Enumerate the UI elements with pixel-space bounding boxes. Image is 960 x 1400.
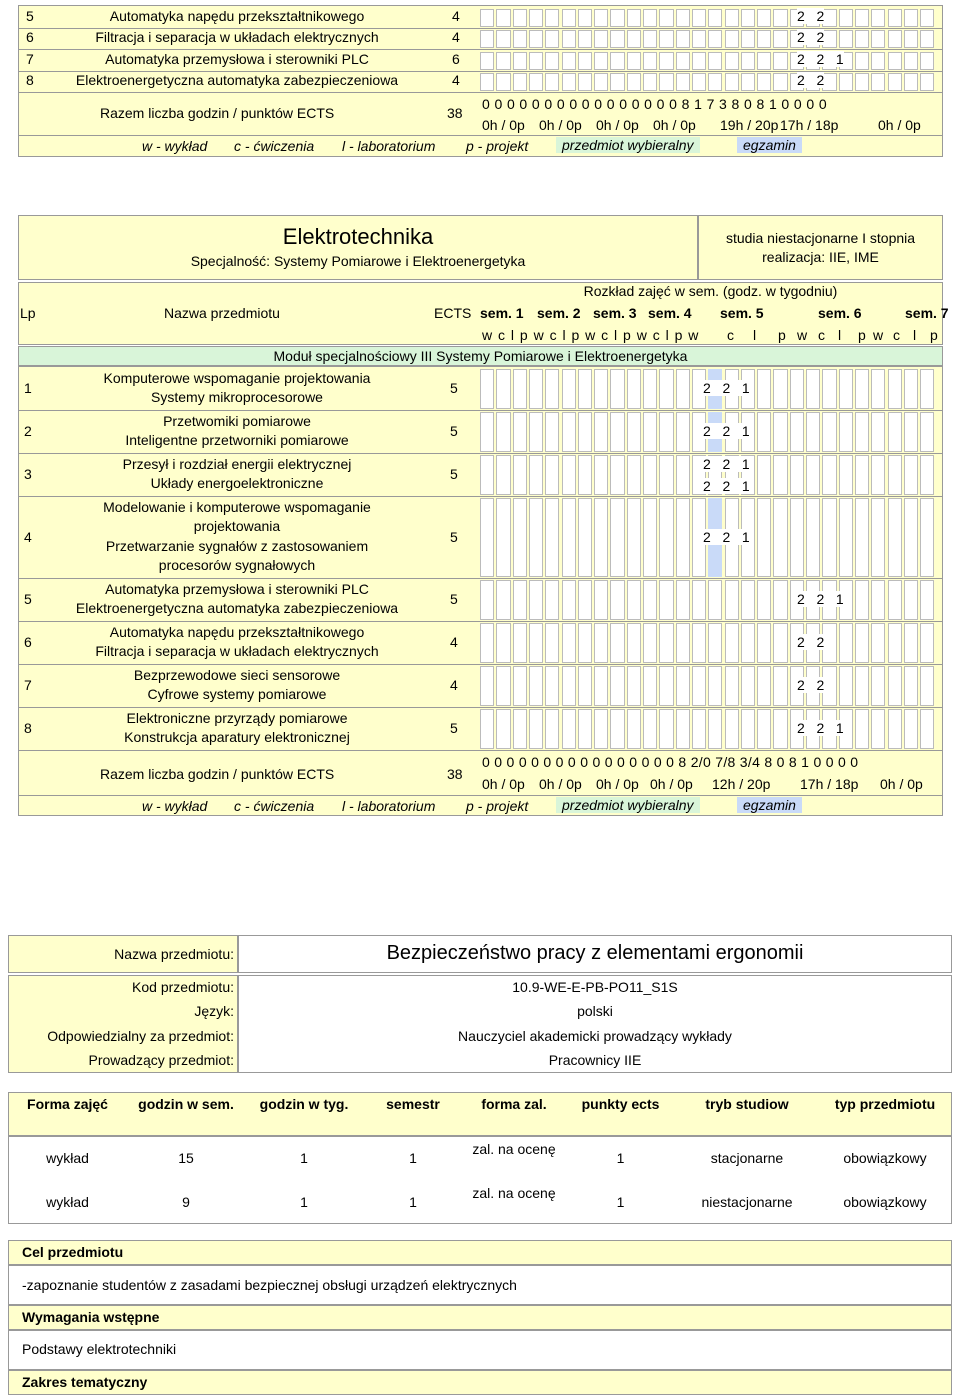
top-row-ects: 4 — [452, 8, 460, 24]
course-lead-label: Prowadzący przedmiot: — [88, 1052, 234, 1068]
scope-title: Zakres tematyczny — [22, 1374, 148, 1390]
top-row-grid-cell — [545, 30, 559, 48]
top-row-lp: 5 — [26, 8, 34, 24]
legend-elective: przedmiot wybieralny — [556, 137, 700, 153]
classes-cell: stacjonarne — [710, 1150, 784, 1166]
classes-cell: 9 — [182, 1194, 190, 1210]
classes-header: forma zal. — [481, 1096, 547, 1112]
classes-header: tryb studiow — [705, 1096, 789, 1112]
prog-total-hours: 0h / 0p — [650, 776, 693, 792]
top-row-grid-cell — [610, 30, 624, 48]
top-row-grid-cell — [855, 9, 869, 27]
prog-row-lp: 1 — [24, 380, 32, 396]
top-row-grid-cell — [594, 30, 608, 48]
top-row-grid-cell — [839, 73, 853, 91]
prog-row-name: Cyfrowe systemy pomiarowe — [147, 686, 327, 702]
prog-total-hours: 0h / 0p — [596, 776, 639, 792]
prog-row-ects: 5 — [450, 720, 458, 736]
classes-cell: obowiązkowy — [843, 1150, 927, 1166]
prog-row-lp: 4 — [24, 528, 32, 545]
goal-title: Cel przedmiotu — [22, 1244, 124, 1260]
top-row-grid-cell — [757, 73, 771, 91]
top-row-grid-cell — [773, 30, 787, 48]
legend2-cwiczenia: c - ćwiczenia — [234, 798, 315, 814]
top-row-grid-cell — [643, 9, 657, 27]
prog-total-hours: 0h / 0p — [482, 776, 525, 792]
top-row-grid-cell — [888, 52, 902, 70]
wclp-letter: p — [778, 327, 786, 343]
prog-row-ects: 5 — [450, 380, 458, 396]
top-row-grid-cell — [904, 9, 918, 27]
top-row-divider — [18, 49, 943, 50]
semester-header: sem. 2 — [537, 305, 581, 321]
prog-row-vals: 2 2 1 — [797, 720, 844, 736]
top-row-grid-cell — [757, 9, 771, 27]
prog-total-hours: 17h / 18p — [800, 776, 859, 792]
top-row-grid-cell — [822, 30, 836, 48]
top-total-hours: 0h / 0p — [482, 117, 525, 133]
course-name-value: Bezpieczeństwo pracy z elementami ergonomii — [386, 942, 804, 964]
prog-total-hours: 0h / 0p — [539, 776, 582, 792]
top-row-grid-cell — [904, 73, 918, 91]
prog-row-vals: 2 2 1 — [703, 423, 750, 439]
classes-cell: 1 — [409, 1194, 417, 1210]
top-row-grid-cell — [529, 30, 543, 48]
top-row-grid-cell — [643, 73, 657, 91]
top-row-grid-cell — [480, 30, 494, 48]
wclp-letter: l — [913, 327, 917, 343]
prog-row-ects: 5 — [450, 466, 458, 482]
top-row-grid-cell — [578, 73, 592, 91]
top-row-grid-cell — [659, 9, 673, 27]
top-row-grid-cell — [610, 52, 624, 70]
wclp-letters: w c l p w c l p w c l p w c l p w — [482, 327, 700, 343]
wclp-letter: w — [873, 327, 884, 343]
top-row-grid-cell — [741, 73, 755, 91]
top-row-grid-cell — [725, 9, 739, 27]
prog-row-lp: 7 — [24, 677, 32, 693]
top-row-grid-cell — [513, 73, 527, 91]
top-row-grid-cell — [708, 9, 722, 27]
legend-cwiczenia: c - ćwiczenia — [234, 138, 315, 154]
top-total-hours: 0h / 0p — [878, 117, 921, 133]
legend2-elective: przedmiot wybieralny — [556, 797, 700, 813]
prog-row-name: Przetwarzanie sygnałów z zastosowaniem — [105, 538, 369, 554]
top-row-grid-cell — [643, 30, 657, 48]
top-row-grid-cell — [741, 9, 755, 27]
legend2-exam: egzamin — [737, 797, 802, 813]
top-row-grid-cell — [708, 30, 722, 48]
top-total-hours: 0h / 0p — [653, 117, 696, 133]
top-row-grid-cell — [513, 9, 527, 27]
prog-row-name: Elektroenergetyczna automatyka zabezpieczeniowa — [75, 600, 399, 616]
top-row-grid-cell — [692, 9, 706, 27]
prog-row-name: projektowania — [193, 518, 281, 534]
classes-cell: zal. na ocenę — [472, 1141, 556, 1157]
top-row-grid-cell — [676, 73, 690, 91]
classes-header: typ przedmiotu — [834, 1096, 936, 1112]
prog-row-name: Komputerowe wspomaganie projektowania — [103, 370, 371, 386]
top-row-grid-cell — [480, 73, 494, 91]
top-row-grid-cell — [692, 52, 706, 70]
prog-row-name: Elektroniczne przyrządy pomiarowe — [126, 710, 348, 726]
wclp-letter: c — [818, 327, 825, 343]
semester-header: sem. 4 — [648, 305, 692, 321]
top-row-grid-cell — [741, 52, 755, 70]
top-row-grid-cell — [904, 30, 918, 48]
wclp-letter: c — [727, 327, 734, 343]
prog-row-lp: 2 — [24, 423, 32, 439]
top-row-grid-cell — [725, 52, 739, 70]
prog-row-name: Przesył i rozdział energii elektrycznej — [122, 456, 352, 472]
prog-row-name: Automatyka przemysłowa i sterowniki PLC — [105, 581, 369, 597]
course-lang-value: polski — [577, 1003, 613, 1019]
prog-row-vals: 2 2 1 — [797, 591, 844, 607]
study-mode-box — [698, 215, 943, 280]
top-row-name: Elektroenergetyczna automatyka zabezpieczeniowa — [75, 72, 399, 88]
top-row-grid-cell — [920, 30, 934, 48]
top-row-grid-cell — [757, 52, 771, 70]
top-row-grid-cell — [708, 73, 722, 91]
top-row-grid-cell — [594, 9, 608, 27]
top-row-grid-cell — [496, 52, 510, 70]
semester-header: sem. 1 — [480, 305, 524, 321]
wclp-letter: l — [838, 327, 842, 343]
prog-row-name: Układy energoelektroniczne — [150, 475, 324, 491]
top-row-grid-cell — [610, 9, 624, 27]
top-row-lp: 7 — [26, 51, 34, 67]
top-row-grid-cell — [545, 73, 559, 91]
prog-row-name: Inteligentne przetworniki pomiarowe — [125, 432, 349, 448]
scope-title-cell — [8, 1370, 952, 1395]
top-total-hours: 19h / 20p — [720, 117, 779, 133]
course-code-label: Kod przedmiotu: — [132, 979, 234, 995]
classes-cell: 15 — [178, 1150, 194, 1166]
top-row-grid-cell — [692, 30, 706, 48]
top-row-grid-cell — [725, 30, 739, 48]
prog-row-vals: 2 2 — [797, 634, 825, 650]
top-row-grid-cell — [562, 73, 576, 91]
top-row-ects: 4 — [452, 29, 460, 45]
top-row-grid-cell — [920, 9, 934, 27]
top-row-grid-cell — [529, 9, 543, 27]
course-lang-label: Język: — [194, 1003, 234, 1019]
prog-row-vals: 2 2 1 — [703, 478, 750, 494]
prog-total-divider — [18, 795, 943, 796]
top-row-grid-cell — [496, 30, 510, 48]
top-row-vals: 2 2 1 — [797, 51, 844, 67]
top-row-grid-cell — [676, 9, 690, 27]
course-resp-value: Nauczyciel akademicki prowadzący wykłady — [458, 1028, 732, 1044]
req-text: Podstawy elektrotechniki — [22, 1341, 177, 1357]
top-row-lp: 8 — [26, 72, 34, 88]
classes-header: godzin w tyg. — [259, 1096, 349, 1112]
prog-row-ects: 5 — [450, 528, 458, 545]
top-row-name: Automatyka napędu przekształtnikowego — [109, 8, 365, 24]
top-row-grid-cell — [888, 73, 902, 91]
top-total-hours: 0h / 0p — [596, 117, 639, 133]
top-row-grid-cell — [578, 9, 592, 27]
top-row-grid-cell — [855, 52, 869, 70]
top-row-grid-cell — [920, 52, 934, 70]
top-total-hours: 17h / 18p — [780, 117, 839, 133]
req-title: Wymagania wstępne — [22, 1309, 160, 1325]
prog-row-name: Modelowanie i komputerowe wspomaganie — [103, 499, 371, 515]
top-row-grid-cell — [496, 73, 510, 91]
top-row-grid-cell — [839, 9, 853, 27]
prog-total-label: Razem liczba godzin / punktów ECTS — [100, 766, 335, 782]
top-row-grid-cell — [659, 52, 673, 70]
top-row-grid-cell — [480, 9, 494, 27]
module-title: Moduł specjalnościowy III Systemy Pomiarowe i Elektroenergetyka — [273, 348, 688, 364]
top-total-hours: 0h / 0p — [539, 117, 582, 133]
classes-cell: zal. na ocenę — [472, 1185, 556, 1201]
top-row-vals: 2 2 — [797, 8, 825, 24]
classes-cell: 1 — [300, 1150, 308, 1166]
top-row-grid-cell — [578, 30, 592, 48]
legend2-projekt: p - projekt — [466, 798, 529, 814]
program-title: Elektrotechnika — [282, 224, 434, 249]
top-row-grid-cell — [725, 73, 739, 91]
top-row-vals: 2 2 — [797, 72, 825, 88]
semester-header: sem. 7 — [905, 305, 949, 321]
prog-row-vals: 2 2 1 — [703, 456, 750, 472]
prog-row-ects: 4 — [450, 677, 458, 693]
top-row-grid-cell — [529, 52, 543, 70]
prog-row-lp: 3 — [24, 466, 32, 482]
classes-cell: obowiązkowy — [843, 1194, 927, 1210]
legend-laboratorium: l - laboratorium — [342, 138, 436, 154]
top-row-grid-cell — [594, 52, 608, 70]
top-row-grid-cell — [676, 52, 690, 70]
prog-total-hours: 0h / 0p — [880, 776, 923, 792]
top-row-grid-cell — [627, 52, 641, 70]
goal-text: -zapoznanie studentów z zasadami bezpiecznej obsługi urządzeń elektrycznych — [22, 1277, 517, 1293]
top-row-grid-cell — [708, 52, 722, 70]
top-row-grid-cell — [741, 30, 755, 48]
top-total-digits: 0 0 0 0 0 0 0 0 0 0 0 0 0 0 0 0 8 1 7 3 8 0 8 1 0 0 0 0 — [482, 96, 828, 112]
prog-total-digits: 0 0 0 0 0 0 0 0 0 0 0 0 0 0 0 0 8 2/0 7/8 3/4 8 0 8 1 0 0 0 0 — [482, 754, 859, 770]
top-row-grid-cell — [855, 73, 869, 91]
classes-cell: wykład — [46, 1194, 89, 1210]
wclp-letter: w — [797, 327, 808, 343]
prog-row-vals: 2 2 — [797, 677, 825, 693]
top-row-grid-cell — [562, 52, 576, 70]
top-row-name: Filtracja i separacja w układach elektrycznych — [95, 29, 379, 45]
classes-header: semestr — [386, 1096, 440, 1112]
top-row-grid-cell — [773, 73, 787, 91]
top-row-grid-cell — [773, 52, 787, 70]
wclp-letter: l — [753, 327, 757, 343]
prog-row-name: Bezprzewodowe sieci sensorowe — [133, 667, 341, 683]
prog-row-name: Automatyka napędu przekształtnikowego — [109, 624, 365, 640]
top-total-ects: 38 — [447, 105, 463, 121]
col-ects: ECTS — [434, 305, 472, 321]
top-row-grid-cell — [692, 73, 706, 91]
legend-exam: egzamin — [737, 137, 802, 153]
prog-total-hours: 12h / 20p — [712, 776, 771, 792]
top-row-grid-cell — [627, 73, 641, 91]
course-name-label: Nazwa przedmiotu: — [114, 946, 234, 962]
classes-cell: 1 — [616, 1194, 625, 1210]
top-row-grid-cell — [513, 30, 527, 48]
prog-row-ects: 5 — [450, 423, 458, 439]
top-row-ects: 4 — [452, 72, 460, 88]
top-row-grid-cell — [562, 30, 576, 48]
top-total-divider — [18, 135, 943, 136]
legend2-laboratorium: l - laboratorium — [342, 798, 436, 814]
prog-row-lp: 8 — [24, 720, 32, 736]
classes-cell: niestacjonarne — [701, 1194, 793, 1210]
top-row-grid-cell — [496, 9, 510, 27]
classes-header: punkty ects — [581, 1096, 660, 1112]
col-name: Nazwa przedmiotu — [164, 305, 280, 321]
prog-total-ects: 38 — [447, 766, 463, 782]
top-row-grid-cell — [627, 30, 641, 48]
top-row-grid-cell — [839, 30, 853, 48]
classes-header: Forma zajęć — [27, 1096, 108, 1112]
classes-cell: wykład — [46, 1150, 89, 1166]
top-row-grid-cell — [871, 73, 885, 91]
top-row-grid-cell — [822, 9, 836, 27]
prog-row-name: Konstrukcja aparatury elektronicznej — [124, 729, 350, 745]
top-row-name: Automatyka przemysłowa i sterowniki PLC — [105, 51, 369, 67]
prog-row-lp: 6 — [24, 634, 32, 650]
top-row-grid-cell — [545, 52, 559, 70]
schedule-header: Rozkład zajęć w sem. (godz. w tygodniu) — [583, 283, 838, 299]
prog-row-name: Systemy mikroprocesorowe — [151, 389, 323, 405]
top-row-grid-cell — [562, 9, 576, 27]
top-total-label: Razem liczba godzin / punktów ECTS — [100, 105, 335, 121]
top-row-grid-cell — [773, 9, 787, 27]
classes-cell: 1 — [409, 1150, 417, 1166]
prog-row-ects: 4 — [450, 634, 458, 650]
prog-row-name: Filtracja i separacja w układach elektrycznych — [95, 643, 379, 659]
top-row-lp: 6 — [26, 29, 34, 45]
top-row-grid-cell — [627, 9, 641, 27]
top-row-ects: 6 — [452, 51, 460, 67]
study-mode: studia niestacjonarne I stopnia — [725, 230, 916, 246]
top-row-divider — [18, 92, 943, 93]
top-row-grid-cell — [888, 30, 902, 48]
top-row-grid-cell — [659, 30, 673, 48]
prog-row-vals: 2 2 1 — [703, 528, 750, 545]
semester-header: sem. 5 — [720, 305, 764, 321]
realization: realizacja: IIE, IME — [762, 249, 879, 265]
wclp-letter: p — [858, 327, 866, 343]
specialization — [18, 253, 698, 269]
wclp-letter: p — [930, 327, 938, 343]
spec-value: Systemy Pomiarowe i Elektroenergetyka — [273, 253, 526, 269]
top-row-grid-cell — [529, 73, 543, 91]
legend-wyklad: w - wykład — [142, 138, 208, 154]
semester-header: sem. 6 — [818, 305, 862, 321]
top-row-grid-cell — [545, 9, 559, 27]
top-row-grid-cell — [578, 52, 592, 70]
prog-row-name: Przetwomiki pomiarowe — [163, 413, 311, 429]
top-row-grid-cell — [480, 52, 494, 70]
prog-row-ects: 5 — [450, 591, 458, 607]
course-lead-value: Pracownicy IIE — [548, 1052, 642, 1068]
prog-row-lp: 5 — [24, 591, 32, 607]
top-row-grid-cell — [676, 30, 690, 48]
legend2-wyklad: w - wykład — [142, 798, 208, 814]
classes-cell: 1 — [616, 1150, 625, 1166]
semester-header: sem. 3 — [593, 305, 637, 321]
top-row-grid-cell — [904, 52, 918, 70]
legend-projekt: p - projekt — [466, 138, 529, 154]
top-row-grid-cell — [643, 52, 657, 70]
top-row-grid-cell — [594, 73, 608, 91]
top-row-grid-cell — [757, 30, 771, 48]
classes-header: godzin w sem. — [138, 1096, 234, 1112]
program-body-frame — [18, 366, 943, 816]
top-row-grid-cell — [855, 30, 869, 48]
top-row-grid-cell — [888, 9, 902, 27]
col-lp: Lp — [20, 305, 36, 321]
top-row-grid-cell — [610, 73, 624, 91]
top-row-grid-cell — [871, 52, 885, 70]
top-row-grid-cell — [659, 73, 673, 91]
goal-title-cell — [8, 1240, 952, 1265]
course-resp-label: Odpowiedzialny za przedmiot: — [47, 1028, 234, 1044]
top-row-grid-cell — [920, 73, 934, 91]
classes-cell: 1 — [300, 1194, 308, 1210]
top-row-grid-cell — [822, 73, 836, 91]
top-row-vals: 2 2 — [797, 29, 825, 45]
top-row-grid-cell — [871, 30, 885, 48]
prog-row-name: procesorów sygnałowych — [158, 557, 316, 573]
wclp-letter: c — [893, 327, 900, 343]
course-code-value: 10.9-WE-E-PB-PO11_S1S — [512, 979, 678, 995]
top-row-grid-cell — [513, 52, 527, 70]
top-row-grid-cell — [871, 9, 885, 27]
prog-row-vals: 2 2 1 — [703, 380, 750, 396]
spec-label: Specjalność: — [190, 253, 271, 269]
